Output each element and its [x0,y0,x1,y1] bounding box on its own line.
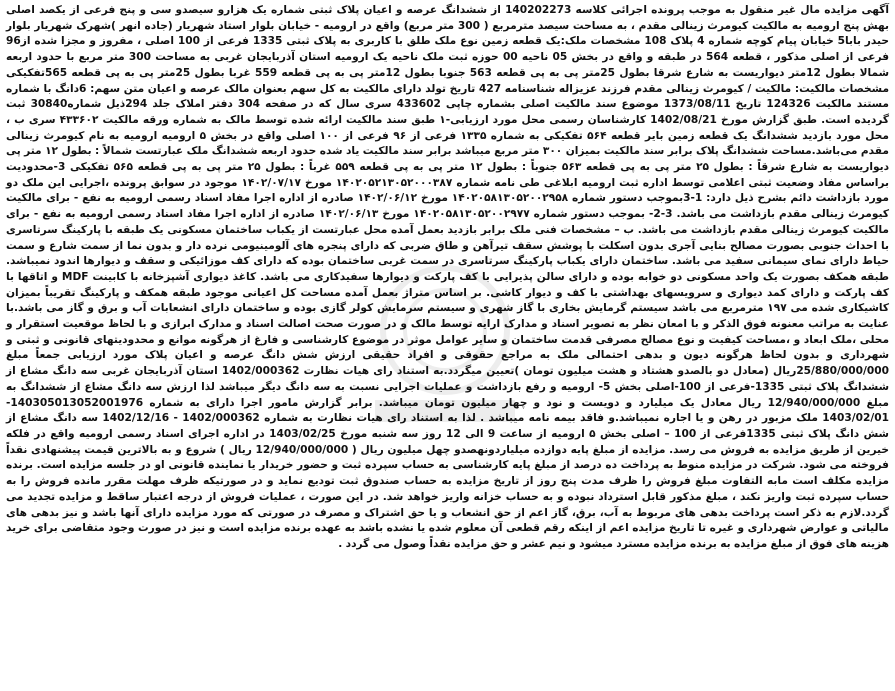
auction-notice-text: آگهی مزایده مال غیر منقول به موجب پرونده اجرائی کلاسه 140202273 از ششدانگ عرصه و اعیان پلاک ثبتی شماره یک هزارو سیصدو سی و پنج فرعی از یکصد اصلی بهش پنج ارومیه به مالکیت کیومرث زینالی مقدم ، به مساحت سیصد مترمربع ( 300 متر مربع) واقع در ارومیه - خیابان بلوار استاد شهریار (جاده انهر )شهرک شهریار بلوار حیدر بابا5 خیابان پیام کوچه شماره 4 پلاک 108 مشخصات ملک:یک قطعه زمین نوع ملک طلق با کاربری به پلاک ثبتی 1335 فرعی از 100 اصلی ، مفروز و مجزا شده از96 فرعی از اصلی مذکور ، قطعه 564 در طبقه و واقع در بخش 05 ناحیه 00 حوزه ثبت ملک ناحیه یک ارومیه استان آذربایجان غربی به مساحت 300 متر مربع با حدود اربعه شمالا بطول 12متر دیواریست به شارع شرقا بطول 25متر پی به پی قطعه 563 جنوبا بطول 12متر پی به پی قطعه 559 غربا بطول 25متر پی به پی قطعه 565تفکیکی مشخصات مالکیت: مالکیت / کیومرث زینالی مقدم فرزند عزیزاله شناسنامه 427 تاریخ تولد دارای مالکیت به کل سهم بعنوان مالک عرصه و اعیان متن سهم: 6دانگ با شماره مستند مالکیت 124326 تاریخ 1373/08/11 موضوع سند مالکیت اصلی بشماره چاپی 433602 سری سال که در صفحه 304 دفتر املاک جلد 294ذیل شماره30840 ثبت گردیده است. طبق گزارش مورخ 1402/08/21 کارشناسان رسمی محل مورد ارزیابی-۱ طبق سند مالکیت ارائه شده توسط مالک به شماره ورقه مالکیت ۴۳۳۶۰۲ سری ب ، محل مورد بازدید ششدانگ یک قطعه زمین بایر قطعه ۵۶۴ تفکیکی به شماره ۱۳۳۵ فرعی از ۹۶ فرعی از ۱۰۰ اصلی واقع در بخش ۵ ارومیه ارومیه به نام کیومرث زینالی مقدم می‌باشد.مساحت ششدانگ پلاک برابر سند مالکیت بمیزان ۳۰۰ متر مربع میباشد برابر سند مالکیت یاد شده حدود اربعه ششدانگ ملک عبارتست شمالاً : بطول ۱۲ متر پی دیواریست به شارع شرقاً : بطول ۲۵ متر پی به پی قطعه ۵۶۳ جنوباً : بطول ۱۲ متر پی به پی قطعه ۵۵۹ غرباً : بطول ۲۵ متر پی به پی قطعه ۵۶۵ تفکیکی 3-محدودیت براساس مفاد وضعیت ثبتی اعلامی توسط اداره ثبت ارومیه ابلاغی طی نامه شماره ۱۴۰۲۰۵۲۱۳۰۵۲۰۰۰۳۸۷ مورخ ۱۴۰۲/۰۷/۱۷ موجود در سوابق پرونده ،اجرایی این ملک دو مورد بازداشت دائم بشرح ذیل دارد: 1-3بموجب دستور شماره ۱۴۰۲۰۵۸۱۳۰۵۲۰۰۲۹۵۸ مورخ ۱۴۰۲/۰۶/۱۲ صادره از اداره اجرا مفاد اسناد رسمی ارومیه به نفع - برای مالکیت کیومرث زینالی مقدم بازداشت می باشد. 3-2- بموجب دستور شماره ۱۴۰۲۰۵۸۱۳۰۵۲۰۰۲۹۷۷ مورخ ۱۴۰۲/۰۶/۱۳ صادره از اداره اجرا مفاد اسناد رسمی ارومیه به نفع - برای مالکیت کیومرث زینالی مقدم بازداشت می باشد. ب – مشخصات فنی ملک برابر بازدید بعمل آمده محل عبارتست از یکباب ساختمان مسکونی یک طبقه با پارکینگ سرتاسری با احداث جنوبی بصورت مصالح بنایی آجری بدون اسکلت با پوشش سقف تیرآهن و طاق ضربی که دارای پنجره های آلومینیومی نرده دار و بدون نما از سمت شارع و سمت حیاط دارای نمای سیمانی سفید می باشد. ساختمان دارای یکباب پارکینگ سرتاسری در سمت غربی ساختمان بوده که دارای کف موزائیکی و سقف و دیوارها اندود نمیباشد. طبقه همکف بصورت یک واحد مسکونی دو خوابه بوده و دارای سالن پذیرایی با کف پارکت و دیوارها سفیدکاری می باشد. کاغذ دیواری آشپزخانه با کابینت MDF و اتاقها با کف پارکت و دارای کمد دیواری و سرویسهای بهداشتی با کف و دیوار کاشی. بر اساس متراژ بعمل آمده مساحت کل اعیانی موجود طبقه همکف و پارکینگ تقریباً بمیزان کاشیکاری شده می ۱۹۷ مترمربع می باشد سیستم گرمایش بخاری با گاز شهری و سیستم سرمایش کولر گازی بوده و ساختمان دارای انشعابات آب و برق و گاز می باشد.با عنایت به مراتب معنونه فوق الذکر و با امعان نظر به تصویر اسناد و مدارک ارایه توسط مالک و در صورت صحت اصالت اسناد و مدارک ابرازی و با لحاظ موقعیت استقرار و محلی ،ملک ابعاد و ،مساحت کیفیت و نوع مصالح مصرفی قدمت ساختمان و سایر عوامل موثر در موضوع کارشناسی و فارغ از هرگونه موانع و محدودیتهای قانونی و ثبتی و شهرداری و بدون لحاظ هرگونه دیون و بدهی احتمالی ملک به مراجع حقوقی و افراد حقیقی ارزش شش دانگ عرصه و اعیان پلاک مورد ارزیابی جمعاً مبلغ 25/880/000/000ریال (معادل دو بالصدو هشتاد و هشت میلیون تومان )تعیین میگردد.به استناد رای هیات نظارت 1402/000362 استان آذربایجان غربی سه دانگ مشاع از ششدانگ پلاک ثبتی 1335-فرعی از 100-اصلی بخش 5- ارومیه و رفع بازداشت و عملیات اجرایی نسبت به سه دانگ دیگر میباشد لذا ارزش سه دانگ مشاع از ششدانگ به مبلغ 12/940/000/000 ریال معادل یک میلیارد و دویست و نود و چهار میلیون تومان میباشد. برابر گزارش مامور اجرا دارای به شماره 140305013052001976-1403/02/01 ملک مزبور در رهن و یا اجاره نمیباشد.و فاقد بیمه نامه میباشد . لذا به استناد رای هیات نظارت به شماره 1402/000362 - 1402/12/16 سه دانگ مشاع از شش دانگ پلاک ثبتی 1335فرعی از 100 – اصلی بخش ۵ ارومیه از ساعت 9 الی 12 روز سه شنبه مورخ 1403/02/25 در اداره اجرای اسناد رسمی ارومیه واقع در فلکه خیرین از طریق مزایده به فروش می رسد. مزایده از مبلغ پایه دوازده میلیاردونهصدو چهل میلیون ریال ( 12/940/000/000 ریال ) شروع و به بالاترین قیمت پیشنهادی نقداً فروخته می شود. شرکت در مزایده منوط به پرداخت ده درصد از مبلغ پایه کارشناسی به حساب سپرده ثبت و حضور خریدار یا نماینده قانونی او در جلسه مزایده است. برنده مزایده مکلف است مابه التفاوت مبلغ فروش را ظرف مدت پنج روز از تاریخ مزایده به حساب صندوق ثبت تودیع نماید و در صورتیکه ظرف مهلت مقرر مانده فروش را به حساب سپرده ثبت واریز نکند ، مبلغ مذکور قابل استرداد نبوده و به حساب خزانه واریز خواهد شد. در این صورت ، عملیات فروش از درجه اعتبار ساقط و مزایده تجدید می گردد.لازم به ذکر است پرداخت بدهی های مربوط به آب، برق، گاز اعم از حق انشعاب و یا حق اشتراک و مصرف در صورتی که مورد مزایده دارای آنها باشد و نیز بدهی های مالیاتی و عوارض شهرداری و غیره تا تاریخ مزایده اعم از اینکه رقم قطعی آن معلوم شده یا نشده باشد به عهده برنده مزایده است و نیز در صورت وجود متقاضی برای خرید هزینه های فوق از مبلغ مزایده به برنده مزایده مسترد میشود و نیم عشر و حق مزایده نقداً وصول می گردد . [6,4,890,550]
